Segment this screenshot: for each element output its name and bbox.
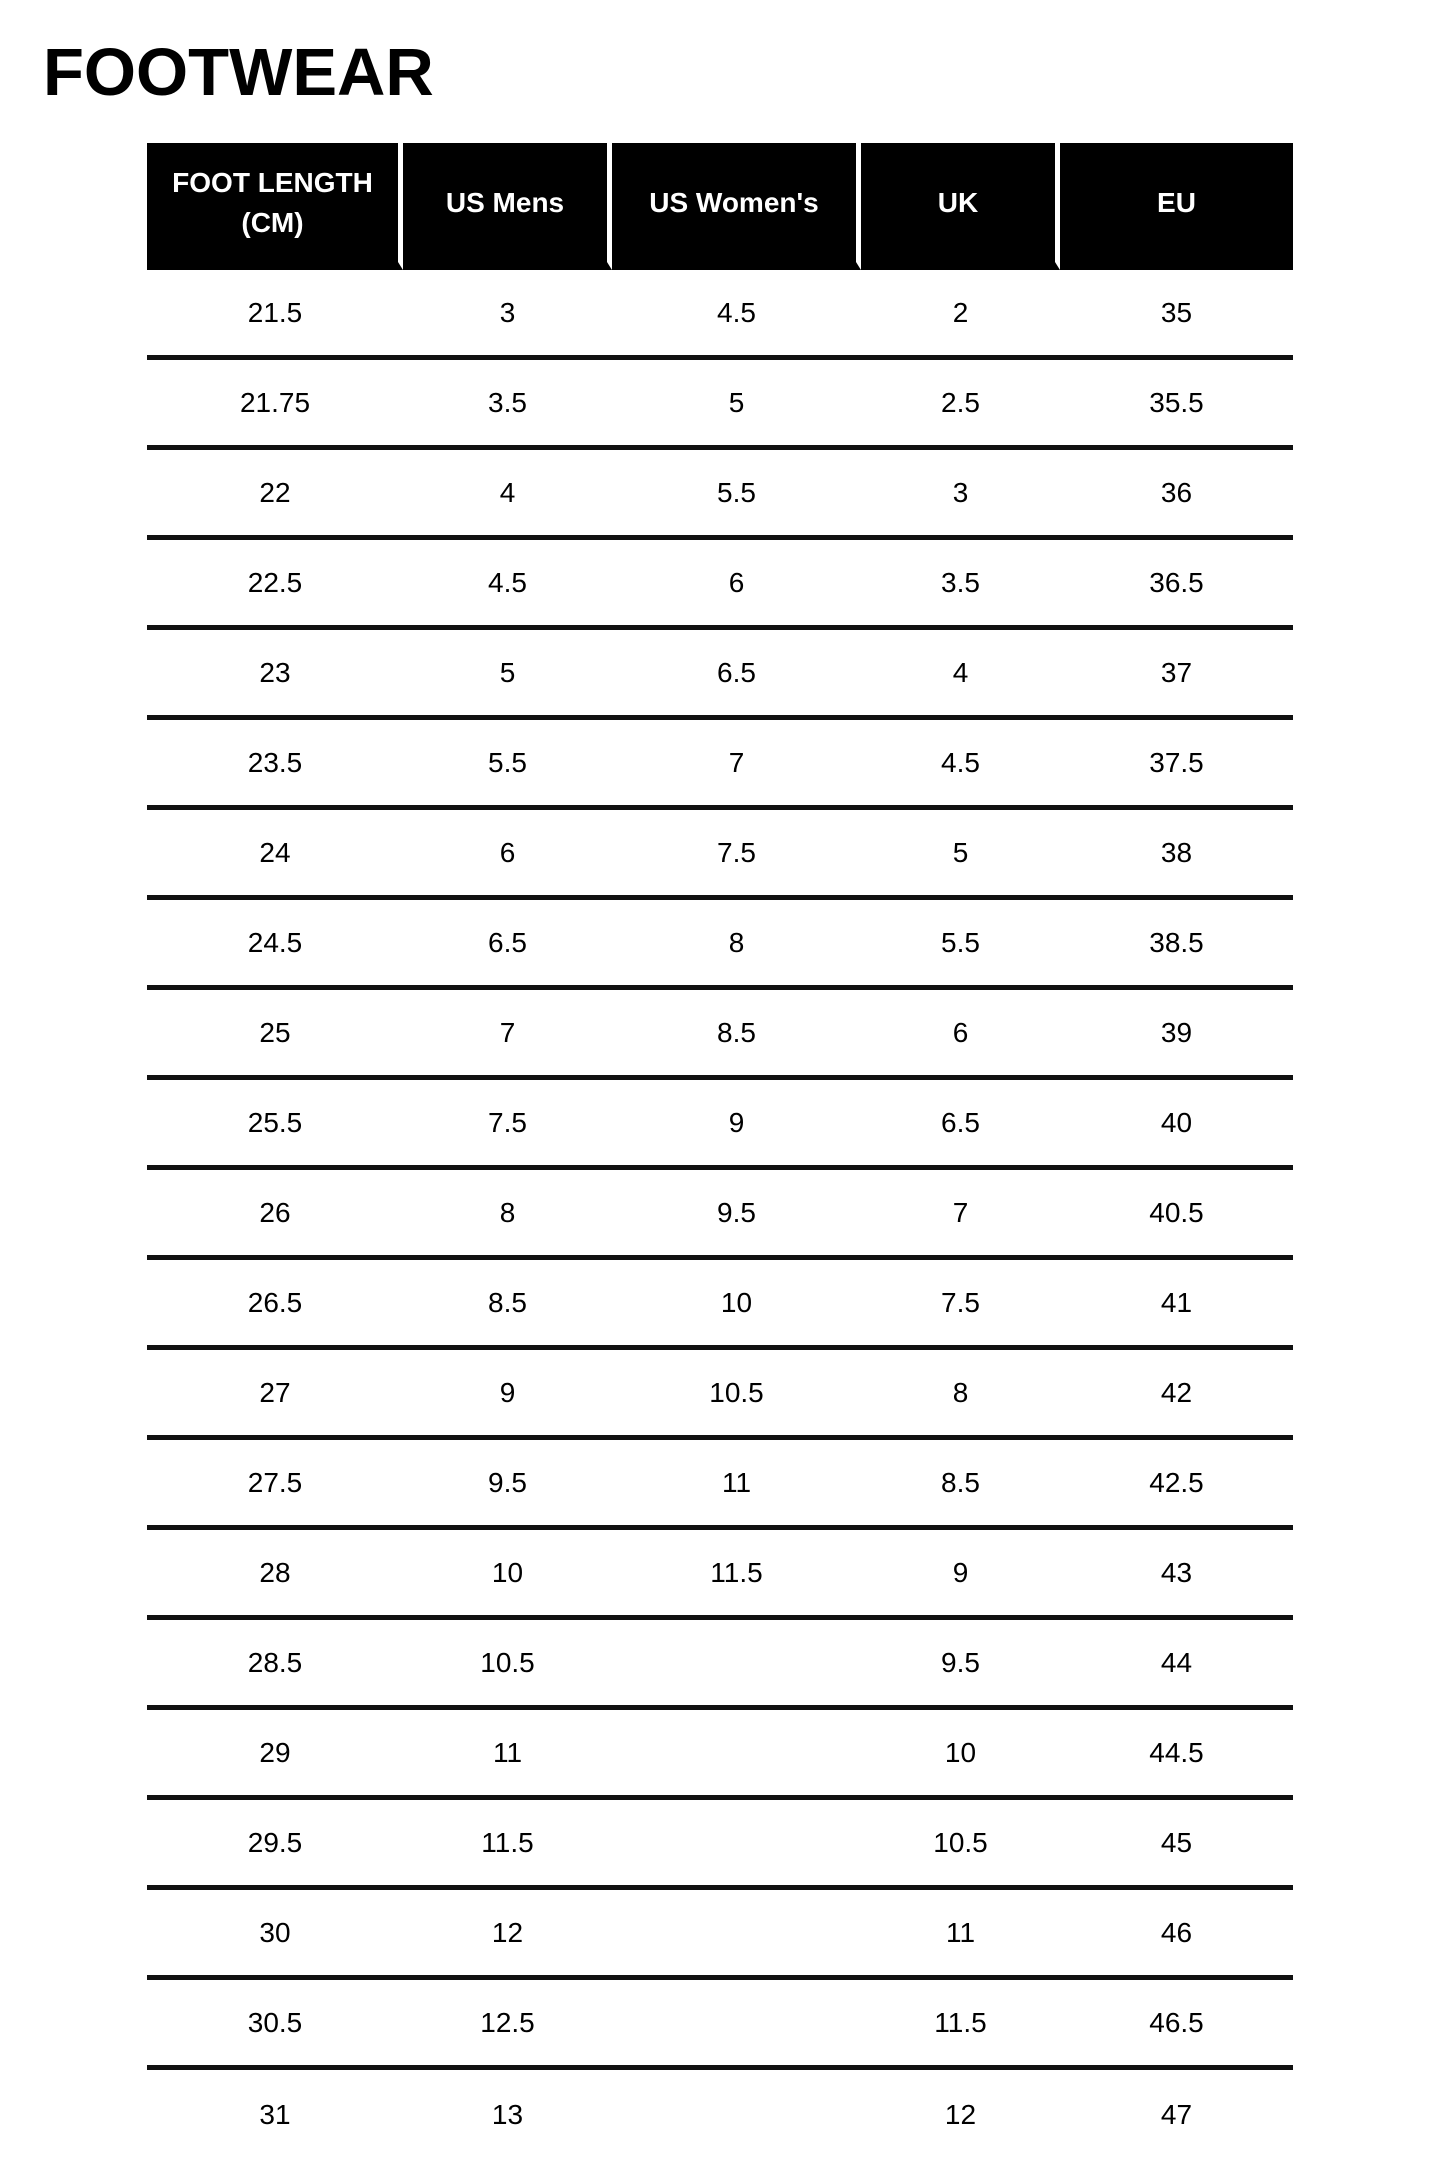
table-cell: 40 (1060, 1080, 1293, 1170)
table-cell: 22 (147, 450, 403, 540)
table-cell: 37 (1060, 630, 1293, 720)
table-row (147, 450, 1293, 540)
table-cell: 11.5 (403, 1800, 612, 1890)
table-cell: 3 (403, 270, 612, 360)
table-cell (612, 1890, 861, 1980)
table-cell: 10.5 (861, 1800, 1060, 1890)
table-cell: 5.5 (861, 900, 1060, 990)
table-cell: 2.5 (861, 360, 1060, 450)
table-cell: 42 (1060, 1350, 1293, 1440)
table-cell: 24.5 (147, 900, 403, 990)
table-cell: 9.5 (403, 1440, 612, 1530)
table-body (147, 270, 1293, 2160)
table-row (147, 1620, 1293, 1710)
table-cell: 40.5 (1060, 1170, 1293, 1260)
table-cell: 25.5 (147, 1080, 403, 1170)
table-cell: 26.5 (147, 1260, 403, 1350)
table-cell: 8.5 (403, 1260, 612, 1350)
table-row (147, 1260, 1293, 1350)
table-cell: 39 (1060, 990, 1293, 1080)
page-title: FOOTWEAR (43, 35, 434, 110)
table-cell: 7.5 (403, 1080, 612, 1170)
table-cell: 28.5 (147, 1620, 403, 1710)
table-cell: 11 (861, 1890, 1060, 1980)
table-row (147, 1800, 1293, 1890)
table-row (147, 1530, 1293, 1620)
table-cell: 30 (147, 1890, 403, 1980)
column-header-eu: EU (1060, 143, 1293, 270)
table-cell: 10.5 (612, 1350, 861, 1440)
table-cell: 6.5 (861, 1080, 1060, 1170)
table-cell: 7.5 (861, 1260, 1060, 1350)
table-cell: 36.5 (1060, 540, 1293, 630)
table-row (147, 1710, 1293, 1800)
table-cell: 10 (861, 1710, 1060, 1800)
table-cell: 11.5 (861, 1980, 1060, 2070)
table-cell (612, 1620, 861, 1710)
table-cell: 9.5 (861, 1620, 1060, 1710)
table-cell: 3.5 (861, 540, 1060, 630)
table-cell: 44.5 (1060, 1710, 1293, 1800)
table-cell: 3 (861, 450, 1060, 540)
table-cell: 2 (861, 270, 1060, 360)
table-row (147, 540, 1293, 630)
table-cell: 23 (147, 630, 403, 720)
table-row (147, 360, 1293, 450)
table-cell: 30.5 (147, 1980, 403, 2070)
table-cell: 5 (403, 630, 612, 720)
table-cell: 12.5 (403, 1980, 612, 2070)
table-cell: 25 (147, 990, 403, 1080)
table-cell: 44 (1060, 1620, 1293, 1710)
table-cell: 5 (612, 360, 861, 450)
table-cell: 37.5 (1060, 720, 1293, 810)
table-cell: 7.5 (612, 810, 861, 900)
table-row (147, 900, 1293, 990)
table-cell: 27.5 (147, 1440, 403, 1530)
table-cell: 6.5 (403, 900, 612, 990)
table-cell: 10 (403, 1530, 612, 1620)
table-row (147, 990, 1293, 1080)
table-row (147, 2070, 1293, 2160)
table-cell: 21.75 (147, 360, 403, 450)
table-cell: 46 (1060, 1890, 1293, 1980)
table-cell: 45 (1060, 1800, 1293, 1890)
table-cell: 9 (612, 1080, 861, 1170)
table-cell: 5.5 (403, 720, 612, 810)
table-cell: 24 (147, 810, 403, 900)
table-row (147, 1170, 1293, 1260)
table-row (147, 630, 1293, 720)
table-cell: 4.5 (612, 270, 861, 360)
table-cell (612, 1800, 861, 1890)
table-cell: 11 (403, 1710, 612, 1800)
table-cell: 4 (861, 630, 1060, 720)
table-cell: 36 (1060, 450, 1293, 540)
table-cell: 29 (147, 1710, 403, 1800)
table-cell: 13 (403, 2070, 612, 2160)
table-cell: 6 (861, 990, 1060, 1080)
table-cell: 8.5 (861, 1440, 1060, 1530)
table-cell (612, 2070, 861, 2160)
table-row (147, 810, 1293, 900)
table-cell: 28 (147, 1530, 403, 1620)
table-cell: 22.5 (147, 540, 403, 630)
column-header-us-mens: US Mens (403, 143, 612, 270)
table-row (147, 1440, 1293, 1530)
table-cell: 29.5 (147, 1800, 403, 1890)
table-cell: 6 (612, 540, 861, 630)
table-cell: 23.5 (147, 720, 403, 810)
table-cell: 11 (612, 1440, 861, 1530)
table-cell: 6 (403, 810, 612, 900)
table-header (147, 143, 1293, 270)
table-cell: 7 (403, 990, 612, 1080)
table-cell: 5.5 (612, 450, 861, 540)
table-cell: 27 (147, 1350, 403, 1440)
table-cell: 8 (861, 1350, 1060, 1440)
table-cell: 4.5 (403, 540, 612, 630)
table-cell: 12 (403, 1890, 612, 1980)
table-cell: 9 (403, 1350, 612, 1440)
table-row (147, 720, 1293, 810)
table-cell: 42.5 (1060, 1440, 1293, 1530)
table-cell: 10.5 (403, 1620, 612, 1710)
table-cell: 43 (1060, 1530, 1293, 1620)
column-header-uk: UK (861, 143, 1060, 270)
table-cell: 41 (1060, 1260, 1293, 1350)
table-cell: 8.5 (612, 990, 861, 1080)
table-cell (612, 1710, 861, 1800)
table-cell: 12 (861, 2070, 1060, 2160)
table-cell: 7 (612, 720, 861, 810)
table-cell: 7 (861, 1170, 1060, 1260)
table-row (147, 1080, 1293, 1170)
table-row (147, 1890, 1293, 1980)
table-cell: 21.5 (147, 270, 403, 360)
column-header-us-womens: US Women's (612, 143, 861, 270)
table-cell: 8 (403, 1170, 612, 1260)
table-cell: 35 (1060, 270, 1293, 360)
table-cell: 9 (861, 1530, 1060, 1620)
table-cell: 31 (147, 2070, 403, 2160)
table-header-row (147, 143, 1293, 270)
table-cell: 9.5 (612, 1170, 861, 1260)
table-cell (612, 1980, 861, 2070)
table-cell: 3.5 (403, 360, 612, 450)
table-row (147, 270, 1293, 360)
table-cell: 4 (403, 450, 612, 540)
table-cell: 6.5 (612, 630, 861, 720)
table-cell: 38.5 (1060, 900, 1293, 990)
table-cell: 35.5 (1060, 360, 1293, 450)
table-cell: 46.5 (1060, 1980, 1293, 2070)
table-cell: 38 (1060, 810, 1293, 900)
table-cell: 5 (861, 810, 1060, 900)
table-cell: 10 (612, 1260, 861, 1350)
table-cell: 26 (147, 1170, 403, 1260)
table-row (147, 1980, 1293, 2070)
table-cell: 11.5 (612, 1530, 861, 1620)
table-row (147, 1350, 1293, 1440)
table-cell: 47 (1060, 2070, 1293, 2160)
footwear-size-table (147, 143, 1293, 2160)
table-cell: 8 (612, 900, 861, 990)
column-header-foot-length-cm: FOOT LENGTH (CM) (147, 143, 403, 270)
table-cell: 4.5 (861, 720, 1060, 810)
